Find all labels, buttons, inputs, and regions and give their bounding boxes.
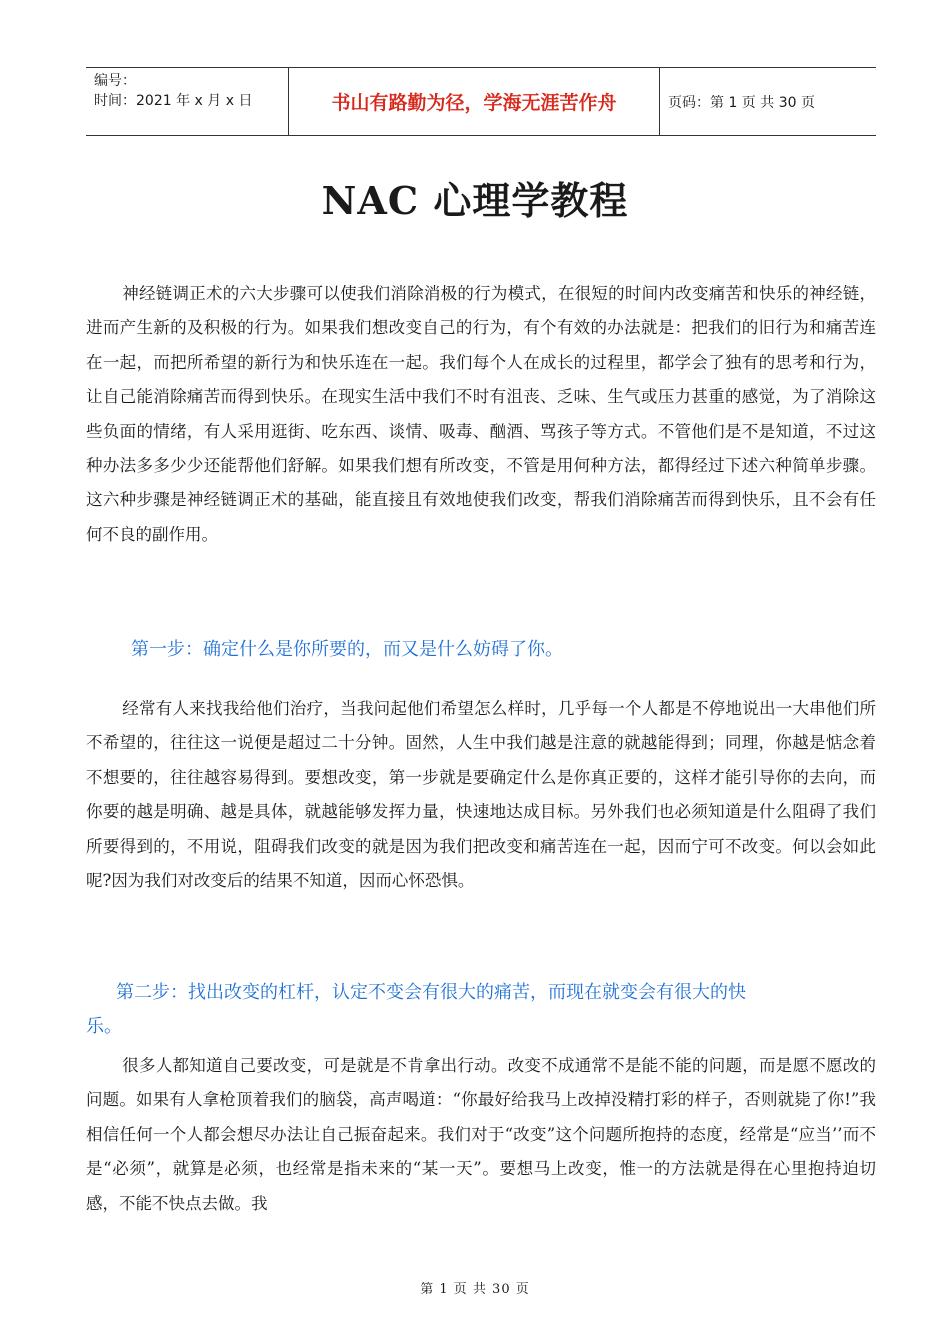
header-page-label: 页码：第 1 页 共 30 页 bbox=[668, 94, 815, 111]
header-motto: 书山有路勤为径，学海无涯苦作舟 bbox=[288, 68, 660, 135]
step2-text: 很多人都知道自己要改变，可是就是不肯拿出行动。改变不成通常不是能不能的问题，而是愿不愿改的问题。如果有人拿枪顶着我们的脑袋，高声喝道：“你最好给我马上改掉没精打彩的样子，否则就毙了你!”我相信任何一个人都会想尽办法让自己振奋起来。我们对于“改变”这个问题所抱持的态度，经常是“应当’’而不是“必须”，就算是必须，也经常是指未来的“某一天”。要想马上改变，惟一的方法就是得在心里抱持迫切感，不能不快点去做。我 bbox=[86, 1056, 876, 1213]
step1-paragraph bbox=[86, 692, 876, 898]
document-title: NAC 心理学教程 bbox=[321, 178, 629, 223]
intro-paragraph bbox=[86, 277, 876, 552]
step1-heading: 第一步：确定什么是你所要的，而又是什么妨碍了你。 bbox=[131, 639, 563, 660]
time-label: 时间：2021 年 x 月 x 日 bbox=[94, 93, 253, 109]
document-header bbox=[86, 67, 876, 136]
header-meta bbox=[86, 68, 288, 135]
step2-heading-line2: 乐。 bbox=[86, 1016, 122, 1037]
number-label: 编号： bbox=[94, 73, 136, 89]
step2-heading-line1: 第二步：找出改变的杠杆，认定不变会有很大的痛苦，而现在就变会有很大的快 bbox=[116, 982, 746, 1003]
step1-text: 经常有人来找我给他们治疗，当我问起他们希望怎么样时，几乎每一个人都是不停地说出一大串他们所不希望的，往往这一说便是超过二十分钟。固然，人生中我们越是注意的就越能得到；同理，你越是惦念着不想要的，往往越容易得到。要想改变，第一步就是要确定什么是你真正要的，这样才能引导你的去向，而你要的越是明确、越是具体，就越能够发挥力量，快速地达成目标。另外我们也必须知道是什么阻碍了我们所要得到的，不用说，阻碍我们改变的就是因为我们把改变和痛苦连在一起，因而宁可不改变。何以会如此呢?因为我们对改变后的结果不知道，因而心怀恐惧。 bbox=[86, 699, 876, 891]
footer-page-number: 第 1 页 共 30 页 bbox=[420, 1282, 530, 1297]
intro-text: 神经链调正术的六大步骤可以使我们消除消极的行为模式，在很短的时间内改变痛苦和快乐的神经链，进而产生新的及积极的行为。如果我们想改变自己的行为，有个有效的办法就是：把我们的旧行为和痛苦连在一起，而把所希望的新行为和快乐连在一起。我们每个人在成长的过程里，都学会了独有的思考和行为，让自己能消除痛苦而得到快乐。在现实生活中我们不时有沮丧、乏味、生气或压力甚重的感觉，为了消除这些负面的情绪，有人采用逛街、吃东西、谈情、吸毒、酗酒、骂孩子等方式。不管他们是不是知道，不过这种办法多多少少还能帮他们舒解。如果我们想有所改变，不管是用何种方法，都得经过下述六种简单步骤。这六种步骤是神经链调正术的基础，能直接且有效地使我们改变，帮我们消除痛苦而得到快乐，且不会有任何不良的副作用。 bbox=[86, 284, 876, 544]
step2-paragraph bbox=[86, 1049, 876, 1221]
